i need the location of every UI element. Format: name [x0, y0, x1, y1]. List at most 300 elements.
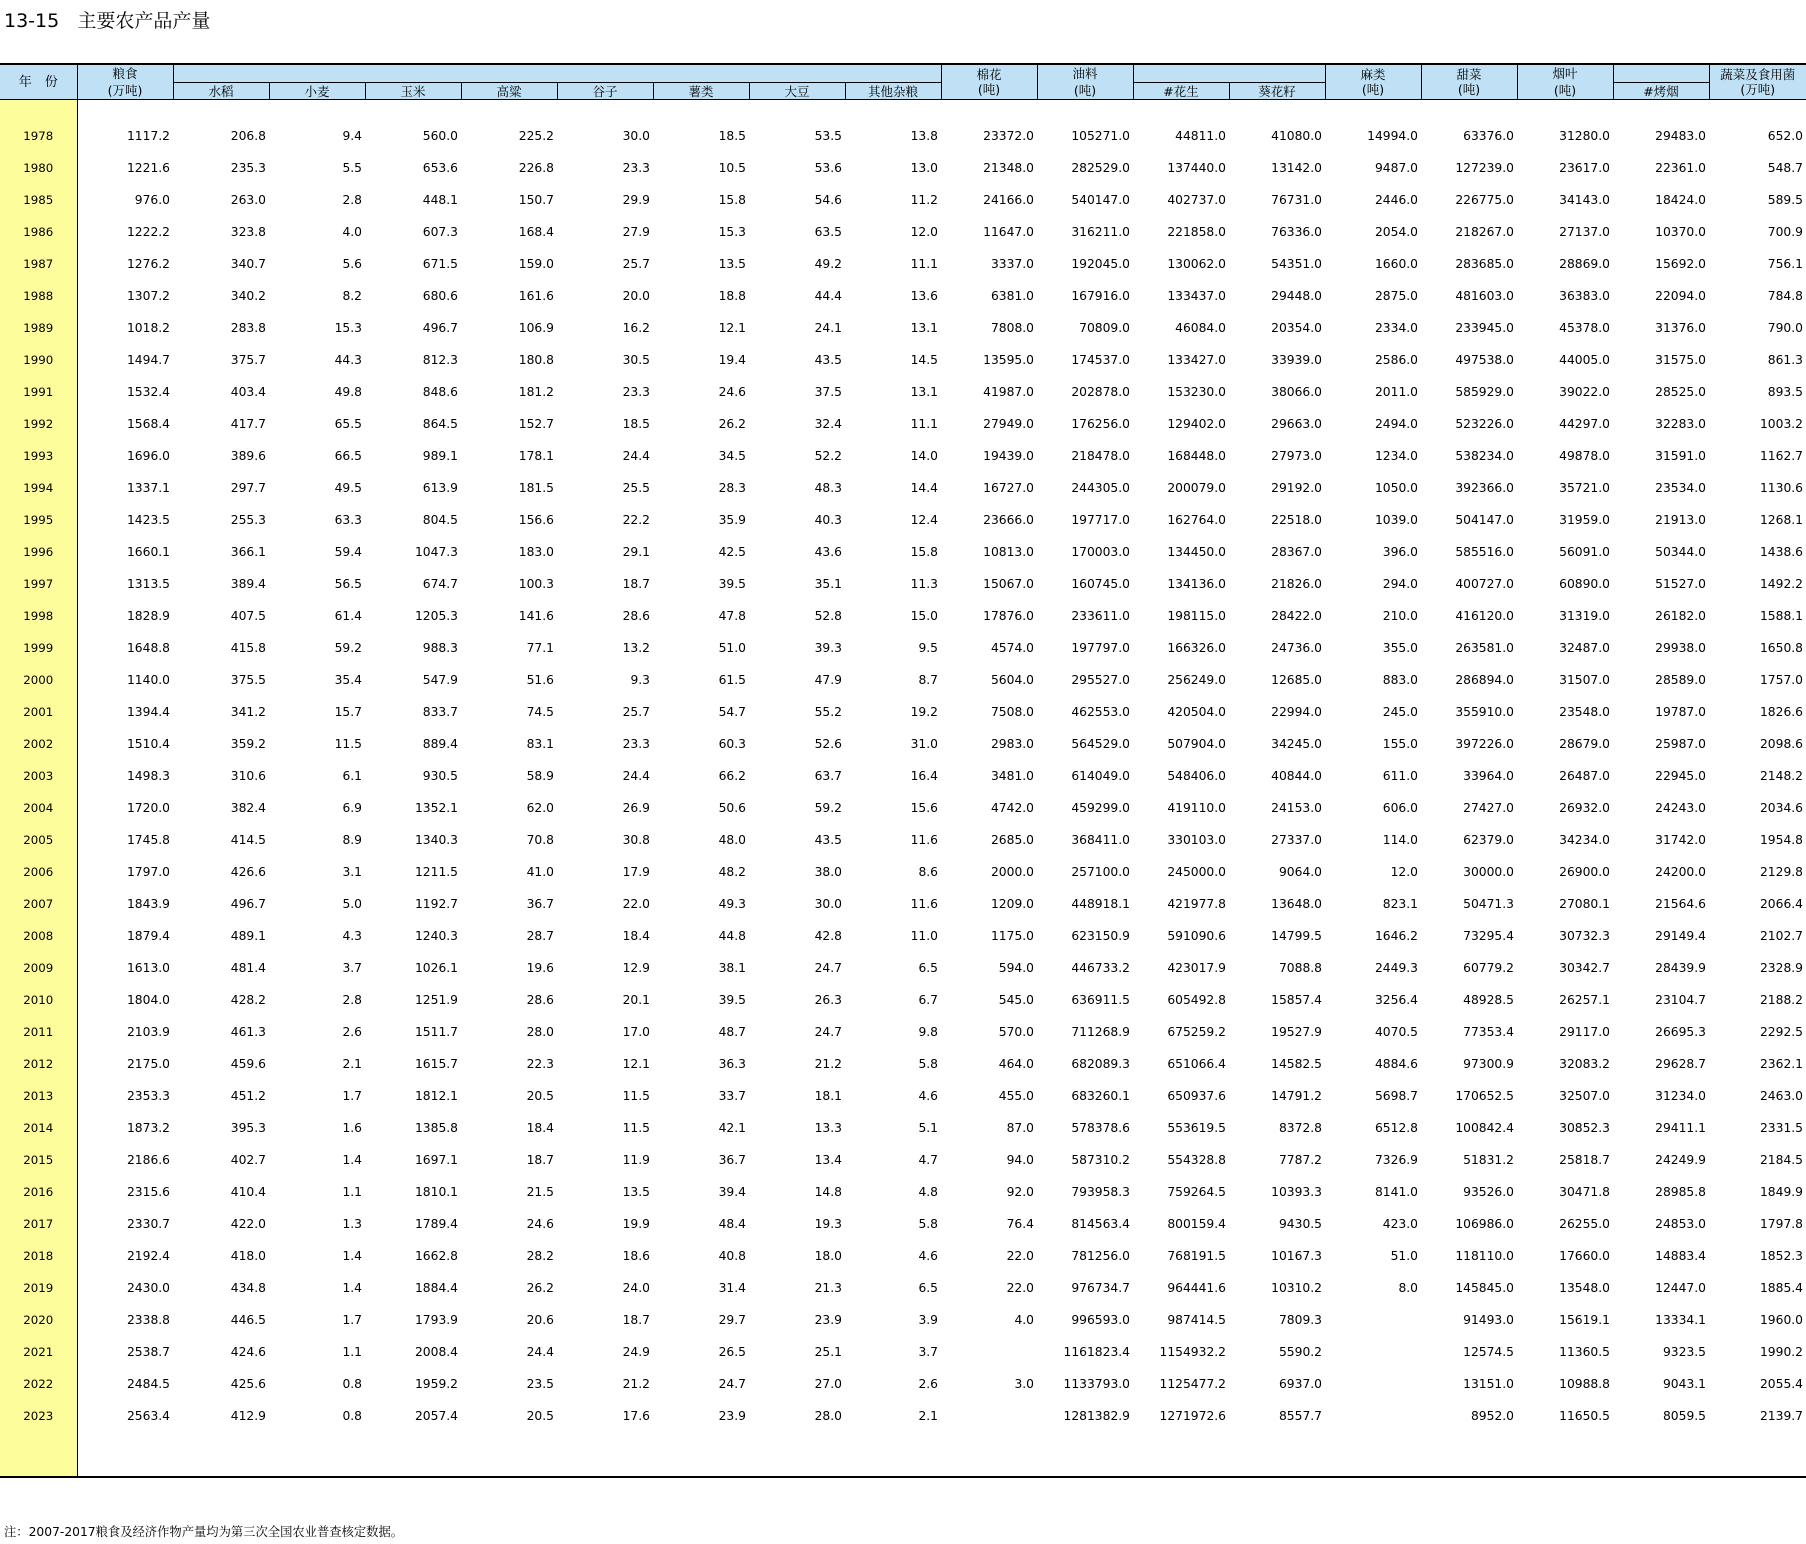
cell-wheat: 4.0	[342, 225, 362, 239]
cell-hemp: 2494.0	[1374, 417, 1418, 431]
cell-tubers: 24.6	[718, 385, 746, 399]
cell-tobacco: 34234.0	[1559, 833, 1610, 847]
cell-wheat: 59.4	[334, 545, 362, 559]
cell-wheat: 3.7	[342, 961, 362, 975]
cell-year: 2000	[0, 664, 77, 696]
cell-peanut: 964441.6	[1167, 1281, 1226, 1295]
header-sugar-beet	[1421, 64, 1517, 100]
cell-tubers: 38.1	[718, 961, 746, 975]
cell-flue-cured: 28525.0	[1655, 385, 1706, 399]
cell-sorghum: 100.3	[518, 577, 554, 591]
cell-soybean: 23.9	[814, 1313, 842, 1327]
cell-soybean: 35.1	[814, 577, 842, 591]
cell-sorghum: 28.0	[526, 1025, 554, 1039]
cell-wheat: 0.8	[342, 1377, 362, 1391]
cell-sugar-beet: 416120.0	[1455, 609, 1514, 623]
cell-grain: 1423.5	[126, 513, 170, 527]
cell-sorghum: 168.4	[518, 225, 554, 239]
cell-hemp: 1039.0	[1374, 513, 1418, 527]
cell-rice: 323.8	[230, 225, 266, 239]
table-row	[0, 600, 1806, 632]
cell-soybean: 21.2	[814, 1057, 842, 1071]
cell-millet: 24.4	[622, 769, 650, 783]
cell-oil: 192045.0	[1071, 257, 1130, 271]
cell-oil: 257100.0	[1071, 865, 1130, 879]
table-row	[0, 248, 1806, 280]
header-grain-label: 粮食	[112, 66, 138, 82]
cell-tobacco: 31319.0	[1559, 609, 1610, 623]
cell-sunflower: 33939.0	[1271, 353, 1322, 367]
cell-wheat: 5.6	[342, 257, 362, 271]
cell-cotton: 3481.0	[990, 769, 1034, 783]
cell-wheat: 4.3	[342, 929, 362, 943]
header-hemp	[1325, 64, 1421, 100]
cell-corn: 1793.9	[414, 1313, 458, 1327]
cell-grain: 2175.0	[126, 1057, 170, 1071]
cell-millet: 12.1	[622, 1057, 650, 1071]
cell-sorghum: 24.4	[526, 1345, 554, 1359]
cell-flue-cured: 13334.1	[1655, 1313, 1706, 1327]
cell-wheat: 2.8	[342, 193, 362, 207]
cell-cotton: 22.0	[1006, 1281, 1034, 1295]
cell-vegetables: 2184.5	[1759, 1153, 1803, 1167]
cell-oil: 793958.3	[1071, 1185, 1130, 1199]
cell-sugar-beet: 100842.4	[1455, 1121, 1514, 1135]
cell-peanut: 221858.0	[1167, 225, 1226, 239]
cell-peanut: 46084.0	[1175, 321, 1226, 335]
cell-tobacco: 10988.8	[1559, 1377, 1610, 1391]
cell-other-grain: 4.6	[918, 1089, 938, 1103]
cell-other-grain: 13.8	[910, 129, 938, 143]
cell-sugar-beet: 27427.0	[1463, 801, 1514, 815]
cell-wheat: 65.5	[334, 417, 362, 431]
table-row	[0, 856, 1806, 888]
cell-oil: 167916.0	[1071, 289, 1130, 303]
header-tobacco	[1517, 64, 1613, 83]
cell-year: 1988	[0, 280, 77, 312]
cell-oil: 244305.0	[1071, 481, 1130, 495]
cell-grain: 1221.6	[126, 161, 170, 175]
cell-tubers: 44.8	[718, 929, 746, 943]
cell-tobacco: 32507.0	[1559, 1089, 1610, 1103]
cell-tobacco: 49878.0	[1559, 449, 1610, 463]
cell-tobacco: 32487.0	[1559, 641, 1610, 655]
table-row	[0, 536, 1806, 568]
cell-wheat: 6.9	[342, 801, 362, 815]
cell-peanut: 650937.6	[1167, 1089, 1226, 1103]
cell-millet: 21.2	[622, 1377, 650, 1391]
cell-grain: 2192.4	[126, 1249, 170, 1263]
cell-rice: 283.8	[230, 321, 266, 335]
cell-sorghum: 106.9	[518, 321, 554, 335]
table-row	[0, 728, 1806, 760]
table-row	[0, 1240, 1806, 1272]
cell-sugar-beet: 397226.0	[1455, 737, 1514, 751]
cell-hemp: 1234.0	[1374, 449, 1418, 463]
cell-sunflower: 8557.7	[1278, 1409, 1322, 1423]
cell-sorghum: 18.7	[526, 1153, 554, 1167]
cell-other-grain: 15.0	[910, 609, 938, 623]
cell-tobacco: 15619.1	[1559, 1313, 1610, 1327]
cell-year: 1996	[0, 536, 77, 568]
header-soybean: 大豆	[749, 83, 845, 100]
cell-tobacco: 35721.0	[1559, 481, 1610, 495]
table-row	[0, 1048, 1806, 1080]
cell-hemp: 823.1	[1382, 897, 1418, 911]
cell-oil: 174537.0	[1071, 353, 1130, 367]
cell-oil: 282529.0	[1071, 161, 1130, 175]
cell-year: 1999	[0, 632, 77, 664]
cell-sugar-beet: 585516.0	[1455, 545, 1514, 559]
cell-flue-cured: 24243.0	[1655, 801, 1706, 815]
cell-sorghum: 41.0	[526, 865, 554, 879]
cell-tubers: 66.2	[718, 769, 746, 783]
cell-vegetables: 2066.4	[1759, 897, 1803, 911]
cell-peanut: 419110.0	[1167, 801, 1226, 815]
cell-cotton: 7808.0	[990, 321, 1034, 335]
cell-wheat: 2.1	[342, 1057, 362, 1071]
cell-sunflower: 76731.0	[1271, 193, 1322, 207]
cell-flue-cured: 25987.0	[1655, 737, 1706, 751]
cell-oil: 316211.0	[1071, 225, 1130, 239]
cell-year: 2007	[0, 888, 77, 920]
cell-grain: 2430.0	[126, 1281, 170, 1295]
cell-rice: 382.4	[230, 801, 266, 815]
cell-hemp: 2449.3	[1374, 961, 1418, 975]
cell-sorghum: 181.2	[518, 385, 554, 399]
cell-oil: 587310.2	[1071, 1153, 1130, 1167]
cell-tubers: 39.4	[718, 1185, 746, 1199]
cell-other-grain: 8.7	[918, 673, 938, 687]
cell-corn: 1959.2	[414, 1377, 458, 1391]
cell-year: 2020	[0, 1304, 77, 1336]
cell-sunflower: 38066.0	[1271, 385, 1322, 399]
cell-sugar-beet: 400727.0	[1455, 577, 1514, 591]
cell-flue-cured: 19787.0	[1655, 705, 1706, 719]
cell-corn: 989.1	[422, 449, 458, 463]
cell-sugar-beet: 481603.0	[1455, 289, 1514, 303]
cell-oil: 170003.0	[1071, 545, 1130, 559]
cell-vegetables: 1797.8	[1759, 1217, 1803, 1231]
cell-year: 1980	[0, 152, 77, 184]
table-row	[0, 632, 1806, 664]
cell-tobacco: 13548.0	[1559, 1281, 1610, 1295]
cell-cotton: 87.0	[1006, 1121, 1034, 1135]
cell-sugar-beet: 63376.0	[1463, 129, 1514, 143]
cell-tubers: 48.4	[718, 1217, 746, 1231]
cell-grain: 1873.2	[126, 1121, 170, 1135]
cell-vegetables: 1438.6	[1759, 545, 1803, 559]
cell-tobacco: 45378.0	[1559, 321, 1610, 335]
cell-hemp: 4070.5	[1374, 1025, 1418, 1039]
cell-soybean: 48.3	[814, 481, 842, 495]
cell-millet: 11.9	[622, 1153, 650, 1167]
cell-vegetables: 2139.7	[1759, 1409, 1803, 1423]
cell-tubers: 49.3	[718, 897, 746, 911]
cell-soybean: 19.3	[814, 1217, 842, 1231]
cell-millet: 24.0	[622, 1281, 650, 1295]
cell-sugar-beet: 392366.0	[1455, 481, 1514, 495]
cell-grain: 976.0	[134, 193, 170, 207]
cell-rice: 461.3	[230, 1025, 266, 1039]
cell-millet: 13.5	[622, 1185, 650, 1199]
cell-oil: 711268.9	[1071, 1025, 1130, 1039]
header-millet: 谷子	[557, 83, 653, 100]
cell-other-grain: 4.7	[918, 1153, 938, 1167]
cell-vegetables: 548.7	[1767, 161, 1803, 175]
cell-other-grain: 13.0	[910, 161, 938, 175]
table-row	[0, 152, 1806, 184]
cell-rice: 428.2	[230, 993, 266, 1007]
cell-sunflower: 29448.0	[1271, 289, 1322, 303]
cell-sunflower: 14582.5	[1271, 1057, 1322, 1071]
cell-hemp: 2011.0	[1374, 385, 1418, 399]
cell-grain: 1660.1	[126, 545, 170, 559]
cell-flue-cured: 22361.0	[1655, 161, 1706, 175]
production-table-container	[0, 63, 1806, 1481]
cell-sugar-beet: 233945.0	[1455, 321, 1514, 335]
cell-vegetables: 893.5	[1767, 385, 1803, 399]
table-row	[0, 280, 1806, 312]
cell-flue-cured: 9043.1	[1662, 1377, 1706, 1391]
cell-wheat: 15.3	[334, 321, 362, 335]
cell-cotton: 13595.0	[983, 353, 1034, 367]
cell-peanut: 130062.0	[1167, 257, 1226, 271]
cell-tobacco: 23548.0	[1559, 705, 1610, 719]
cell-peanut: 200079.0	[1167, 481, 1226, 495]
cell-flue-cured: 21913.0	[1655, 513, 1706, 527]
cell-millet: 23.3	[622, 385, 650, 399]
cell-year: 2006	[0, 856, 77, 888]
cell-tobacco: 26257.1	[1559, 993, 1610, 1007]
cell-sorghum: 18.4	[526, 1121, 554, 1135]
cell-millet: 13.2	[622, 641, 650, 655]
table-header	[0, 64, 1806, 100]
cell-sugar-beet: 263581.0	[1455, 641, 1514, 655]
cell-peanut: 166326.0	[1167, 641, 1226, 655]
cell-rice: 310.6	[230, 769, 266, 783]
cell-cotton: 17876.0	[983, 609, 1034, 623]
header-flue-cured: #烤烟	[1613, 83, 1709, 100]
table-row	[0, 376, 1806, 408]
table-row	[0, 1080, 1806, 1112]
cell-cotton: 3.0	[1014, 1377, 1034, 1391]
table-row	[0, 408, 1806, 440]
cell-oil: 636911.5	[1071, 993, 1130, 1007]
cell-corn: 674.7	[422, 577, 458, 591]
cell-corn: 496.7	[422, 321, 458, 335]
cell-soybean: 18.0	[814, 1249, 842, 1263]
cell-soybean: 37.5	[814, 385, 842, 399]
cell-rice: 410.4	[230, 1185, 266, 1199]
cell-tobacco: 27137.0	[1559, 225, 1610, 239]
cell-year: 2021	[0, 1336, 77, 1368]
cell-wheat: 1.6	[342, 1121, 362, 1135]
cell-year: 2019	[0, 1272, 77, 1304]
cell-hemp: 210.0	[1382, 609, 1418, 623]
cell-sorghum: 83.1	[526, 737, 554, 751]
cell-wheat: 3.1	[342, 865, 362, 879]
cell-other-grain: 15.8	[910, 545, 938, 559]
cell-hemp: 6512.8	[1374, 1121, 1418, 1135]
table-row	[0, 696, 1806, 728]
cell-sugar-beet: 286894.0	[1455, 673, 1514, 687]
cell-rice: 412.9	[230, 1409, 266, 1423]
cell-cotton: 1175.0	[990, 929, 1034, 943]
cell-corn: 607.3	[422, 225, 458, 239]
cell-oil: 781256.0	[1071, 1249, 1130, 1263]
cell-sugar-beet: 497538.0	[1455, 353, 1514, 367]
cell-other-grain: 12.4	[910, 513, 938, 527]
table-row	[0, 824, 1806, 856]
cell-sunflower: 27337.0	[1271, 833, 1322, 847]
cell-tobacco: 11360.5	[1559, 1345, 1610, 1359]
cell-year: 2014	[0, 1112, 77, 1144]
cell-sorghum: 28.7	[526, 929, 554, 943]
cell-soybean: 25.1	[814, 1345, 842, 1359]
cell-peanut: 1271972.6	[1159, 1409, 1226, 1423]
cell-corn: 1240.3	[414, 929, 458, 943]
cell-wheat: 56.5	[334, 577, 362, 591]
cell-rice: 407.5	[230, 609, 266, 623]
cell-corn: 833.7	[422, 705, 458, 719]
cell-peanut: 330103.0	[1167, 833, 1226, 847]
cell-flue-cured: 29938.0	[1655, 641, 1706, 655]
cell-grain: 2563.4	[126, 1409, 170, 1423]
table-row	[0, 216, 1806, 248]
cell-peanut: 675259.2	[1167, 1025, 1226, 1039]
cell-year: 1998	[0, 600, 77, 632]
cell-corn: 1026.1	[414, 961, 458, 975]
cell-oil: 295527.0	[1071, 673, 1130, 687]
cell-hemp: 2875.0	[1374, 289, 1418, 303]
cell-millet: 24.9	[622, 1345, 650, 1359]
cell-cotton: 41987.0	[983, 385, 1034, 399]
cell-year: 1990	[0, 344, 77, 376]
cell-sunflower: 24736.0	[1271, 641, 1322, 655]
cell-soybean: 28.0	[814, 1409, 842, 1423]
cell-grain: 2330.7	[126, 1217, 170, 1231]
cell-vegetables: 2034.6	[1759, 801, 1803, 815]
cell-year: 1992	[0, 408, 77, 440]
cell-peanut: 800159.4	[1167, 1217, 1226, 1231]
cell-sorghum: 141.6	[518, 609, 554, 623]
cell-vegetables: 700.9	[1767, 225, 1803, 239]
cell-oil: 683260.1	[1071, 1089, 1130, 1103]
cell-millet: 9.3	[630, 673, 650, 687]
cell-corn: 804.5	[422, 513, 458, 527]
cell-sunflower: 6937.0	[1278, 1377, 1322, 1391]
cell-corn: 560.0	[422, 129, 458, 143]
cell-vegetables: 2362.1	[1759, 1057, 1803, 1071]
cell-hemp: 1646.2	[1374, 929, 1418, 943]
header-rice: 水稻	[173, 83, 269, 100]
cell-sugar-beet: 145845.0	[1455, 1281, 1514, 1295]
cell-sugar-beet: 33964.0	[1463, 769, 1514, 783]
cell-oil: 70809.0	[1079, 321, 1130, 335]
cell-sunflower: 5590.2	[1278, 1345, 1322, 1359]
cell-corn: 1662.8	[414, 1249, 458, 1263]
cell-oil: 1161823.4	[1063, 1345, 1130, 1359]
cell-hemp	[1325, 1304, 1421, 1336]
cell-grain: 1018.2	[126, 321, 170, 335]
cell-sugar-beet: 355910.0	[1455, 705, 1514, 719]
cell-vegetables: 2328.9	[1759, 961, 1803, 975]
cell-sorghum: 150.7	[518, 193, 554, 207]
cell-hemp: 114.0	[1382, 833, 1418, 847]
cell-other-grain: 5.8	[918, 1217, 938, 1231]
cell-cotton: 545.0	[998, 993, 1034, 1007]
cell-other-grain: 11.6	[910, 897, 938, 911]
cell-soybean: 52.2	[814, 449, 842, 463]
header-grain	[77, 64, 173, 83]
cell-peanut: 651066.4	[1167, 1057, 1226, 1071]
cell-rice: 481.4	[230, 961, 266, 975]
cell-soybean: 55.2	[814, 705, 842, 719]
cell-hemp: 611.0	[1382, 769, 1418, 783]
cell-wheat: 11.5	[334, 737, 362, 751]
cell-peanut: 591090.6	[1167, 929, 1226, 943]
cell-other-grain: 9.5	[918, 641, 938, 655]
cell-vegetables: 1990.2	[1759, 1345, 1803, 1359]
cell-soybean: 42.8	[814, 929, 842, 943]
cell-tubers: 13.5	[718, 257, 746, 271]
cell-millet: 23.3	[622, 161, 650, 175]
cell-other-grain: 9.8	[918, 1025, 938, 1039]
cell-sorghum: 28.6	[526, 993, 554, 1007]
cell-vegetables: 652.0	[1767, 129, 1803, 143]
cell-tubers: 35.9	[718, 513, 746, 527]
cell-sugar-beet: 585929.0	[1455, 385, 1514, 399]
cell-tubers: 36.7	[718, 1153, 746, 1167]
cell-sorghum: 161.6	[518, 289, 554, 303]
cell-peanut: 133427.0	[1167, 353, 1226, 367]
table-row	[0, 504, 1806, 536]
cell-flue-cured: 29628.7	[1655, 1057, 1706, 1071]
cell-sunflower: 19527.9	[1271, 1025, 1322, 1039]
cell-other-grain: 6.5	[918, 1281, 938, 1295]
cell-oil: 368411.0	[1071, 833, 1130, 847]
header-tobacco-unit: (吨)	[1517, 83, 1613, 100]
cell-vegetables: 784.8	[1767, 289, 1803, 303]
cell-sorghum: 19.6	[526, 961, 554, 975]
cell-cotton: 27949.0	[983, 417, 1034, 431]
header-oil	[1037, 64, 1133, 83]
cell-peanut: 198115.0	[1167, 609, 1226, 623]
cell-soybean: 24.1	[814, 321, 842, 335]
cell-other-grain: 6.5	[918, 961, 938, 975]
cell-wheat: 49.8	[334, 385, 362, 399]
cell-vegetables: 2331.5	[1759, 1121, 1803, 1135]
cell-vegetables: 1757.0	[1759, 673, 1803, 687]
cell-grain: 1568.4	[126, 417, 170, 431]
cell-rice: 340.7	[230, 257, 266, 271]
cell-grain: 1313.5	[126, 577, 170, 591]
cell-corn: 1192.7	[414, 897, 458, 911]
cell-year: 2008	[0, 920, 77, 952]
cell-hemp: 423.0	[1382, 1217, 1418, 1231]
cell-oil: 1281382.9	[1063, 1409, 1130, 1423]
cell-wheat: 49.5	[334, 481, 362, 495]
cell-flue-cured: 29411.1	[1655, 1121, 1706, 1135]
cell-tobacco: 30342.7	[1559, 961, 1610, 975]
cell-vegetables: 2129.8	[1759, 865, 1803, 879]
table-row	[0, 760, 1806, 792]
cell-wheat: 15.7	[334, 705, 362, 719]
cell-tobacco: 26487.0	[1559, 769, 1610, 783]
cell-year: 1978	[0, 120, 77, 152]
cell-flue-cured: 8059.5	[1662, 1409, 1706, 1423]
